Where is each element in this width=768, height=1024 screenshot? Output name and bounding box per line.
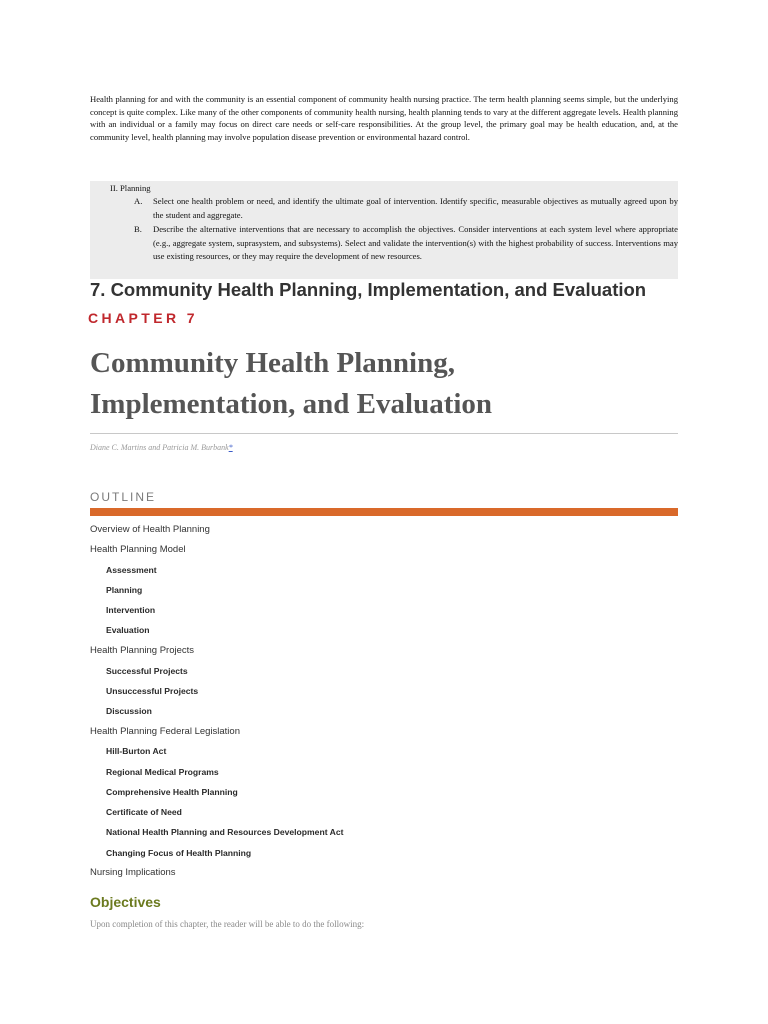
- chapter-heading: 7. Community Health Planning, Implementation, and Evaluation: [90, 279, 647, 300]
- authors-names: Diane C. Martins and Patricia M. Burbank: [90, 443, 229, 452]
- outline-subitem: Hill-Burton Act: [106, 746, 167, 756]
- outline-subitem: Successful Projects: [106, 666, 188, 676]
- outline-item: Overview of Health Planning: [90, 524, 210, 535]
- outline-subitem: Unsuccessful Projects: [106, 686, 199, 696]
- outline-subitem: Assessment: [106, 565, 157, 575]
- outline-subitem: Regional Medical Programs: [106, 767, 219, 777]
- author-footnote-link[interactable]: *: [228, 443, 233, 452]
- outline-item: Nursing Implications: [90, 867, 176, 878]
- intro-paragraph: Health planning for and with the community is an essential component of community health nursing practice. The term health planning seems simple, but the underlying concept is quite complex. Like many of the other components of community health nursing, health planning tends to vary at the different aggregate levels. Health planning with an individual or a family may focus on direct care needs or self-care responsibilities. At the group level, the primary goal may be health education, and, at the community level, health planning may involve population disease prevention or environmental hazard control.: [90, 94, 678, 142]
- outline-item: Health Planning Projects: [90, 645, 195, 656]
- objectives-intro-text: Upon completion of this chapter, the reader will be able to do the following:: [90, 919, 365, 929]
- objectives-heading: Objectives: [90, 894, 161, 910]
- title-divider: [90, 433, 678, 434]
- outline-subitem: Comprehensive Health Planning: [106, 787, 238, 797]
- planning-item-marker: A.: [134, 196, 143, 206]
- chapter-title-line: Implementation, and Evaluation: [90, 388, 493, 420]
- outline-subitem: Evaluation: [106, 625, 150, 635]
- outline-subitem: Intervention: [106, 605, 156, 615]
- outline-divider: [90, 508, 678, 516]
- planning-heading: II. Planning: [110, 183, 151, 193]
- planning-item-marker: B.: [134, 224, 142, 234]
- outline-subitem: National Health Planning and Resources Development Act: [106, 827, 344, 837]
- chapter-title-line: Community Health Planning,: [90, 347, 455, 379]
- planning-excerpt-box: [90, 181, 678, 279]
- outline-label: OUTLINE: [90, 490, 157, 504]
- planning-item-b: [134, 223, 678, 264]
- chapter-label: CHAPTER 7: [88, 310, 198, 326]
- authors-line: [90, 443, 233, 452]
- outline-item: Health Planning Model: [90, 544, 186, 555]
- planning-item-a: [134, 195, 678, 222]
- planning-item-text: Select one health problem or need, and identify the ultimate goal of intervention. Identify specific, measurable objectives as mutually agreed upon by the student and aggregate.: [153, 196, 678, 220]
- outline-subitem: Planning: [106, 585, 143, 595]
- outline-subitem: Discussion: [106, 706, 152, 716]
- outline-subitem: Changing Focus of Health Planning: [106, 848, 252, 858]
- outline-item: Health Planning Federal Legislation: [90, 726, 240, 737]
- chapter-title: [90, 343, 690, 425]
- planning-item-text: Describe the alternative interventions that are necessary to accomplish the objectives. Consider interventions at each system level where appropriate (e.g., aggregate system, suprasystem, and subsystems). Select and validate the intervention(s) with the highest probability of success. Interventions may use existing resources, or they may require the development of new resources.: [153, 224, 678, 262]
- outline-subitem: Certificate of Need: [106, 807, 182, 817]
